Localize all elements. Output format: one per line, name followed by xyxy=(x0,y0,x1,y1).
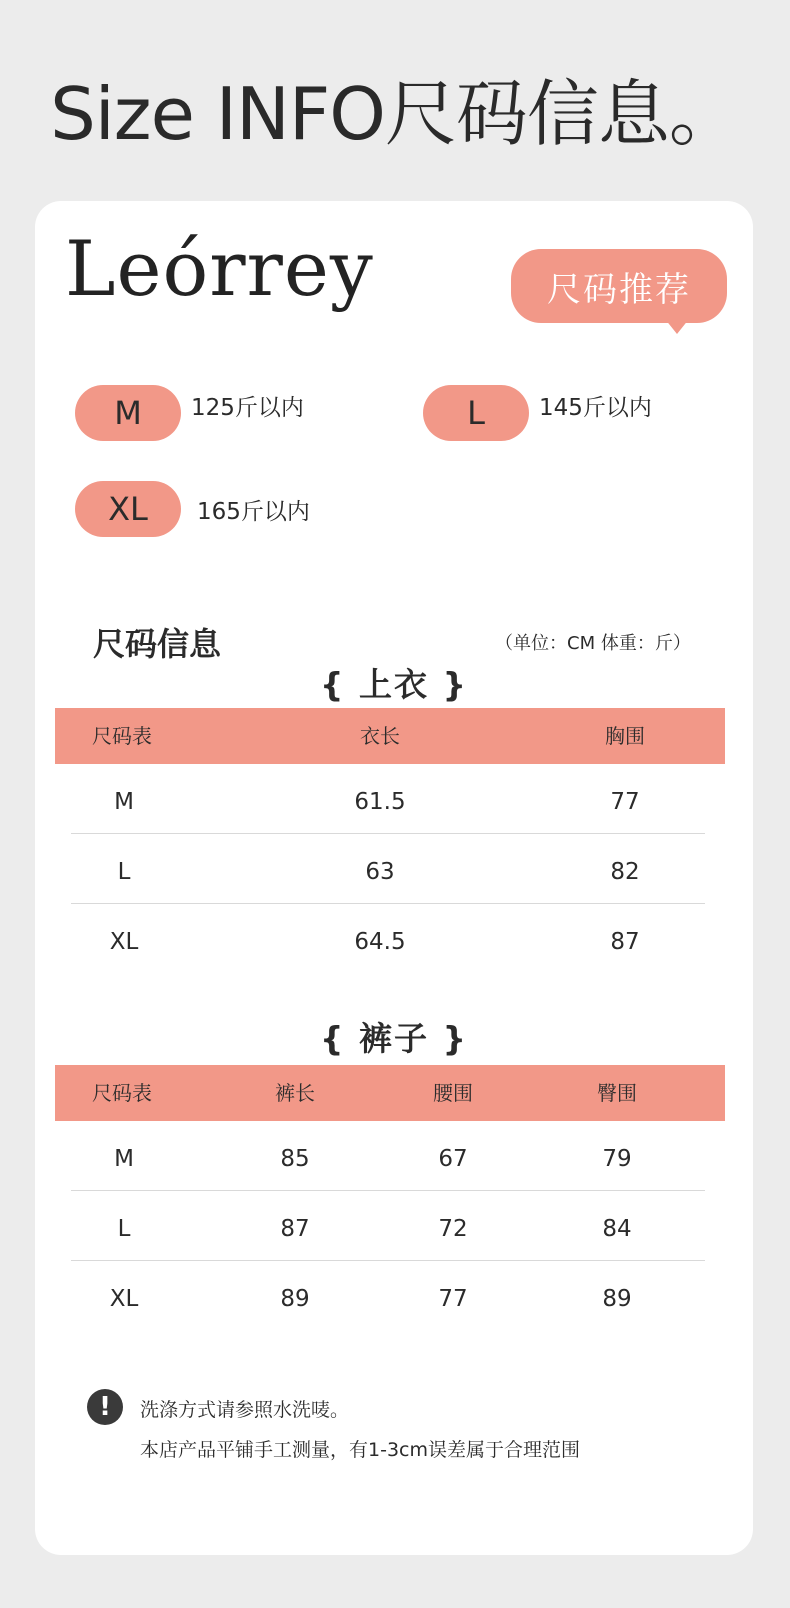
table-cell: 85 xyxy=(280,1146,310,1172)
header-cell: 裤长 xyxy=(275,1081,315,1105)
table-cell: 72 xyxy=(438,1216,468,1242)
size-pill-l: L xyxy=(423,385,529,441)
table-row xyxy=(55,904,725,974)
section-heading: 尺码信息 xyxy=(93,625,222,663)
table-cell: M xyxy=(114,1146,134,1172)
care-note-line-2: 本店产品平铺手工测量，有1-3cm误差属于合理范围 xyxy=(140,1439,580,1461)
header-cell: 胸围 xyxy=(605,724,645,748)
table-row xyxy=(55,764,725,834)
table-cell: 61.5 xyxy=(354,789,406,815)
table-cell: L xyxy=(117,1216,131,1242)
top-table-title: { 上衣 } xyxy=(320,665,468,704)
size-recommendation-bubble: 尺码推荐 xyxy=(511,249,727,323)
size-note-xl: 165斤以内 xyxy=(197,499,310,525)
table-cell: XL xyxy=(109,1286,139,1312)
care-note-line-1: 洗涤方式请参照水洗唛。 xyxy=(140,1399,350,1421)
table-header xyxy=(55,1065,725,1121)
table-cell: XL xyxy=(109,929,139,955)
table-cell: 89 xyxy=(280,1286,310,1312)
table-cell: 64.5 xyxy=(354,929,406,955)
table-cell: M xyxy=(114,789,134,815)
brand-logo: Leórrey xyxy=(65,224,374,313)
table-row xyxy=(55,834,725,904)
pants-size-table xyxy=(55,1065,725,1331)
unit-note: （单位：CM 体重：斤） xyxy=(495,633,691,654)
table-row xyxy=(55,1261,725,1331)
size-pill-xl: XL xyxy=(75,481,181,537)
table-cell: L xyxy=(117,859,131,885)
table-cell: 79 xyxy=(602,1146,632,1172)
bubble-tail xyxy=(665,319,689,334)
table-cell: 63 xyxy=(365,859,395,885)
header-cell: 腰围 xyxy=(433,1081,473,1105)
header-cell: 衣长 xyxy=(360,724,400,748)
header-cell: 尺码表 xyxy=(92,1081,152,1105)
header-cell: 尺码表 xyxy=(92,724,152,748)
size-note-l: 145斤以内 xyxy=(539,395,652,421)
header-cell: 臀围 xyxy=(597,1081,637,1105)
size-info-card xyxy=(35,201,753,1555)
table-cell: 77 xyxy=(438,1286,468,1312)
top-size-table xyxy=(55,708,725,974)
exclamation-icon: ! xyxy=(87,1389,123,1425)
table-cell: 87 xyxy=(610,929,640,955)
pants-table-title: { 裤子 } xyxy=(320,1019,468,1058)
table-row xyxy=(55,1191,725,1261)
table-cell: 67 xyxy=(438,1146,468,1172)
table-cell: 87 xyxy=(280,1216,310,1242)
table-cell: 84 xyxy=(602,1216,632,1242)
table-row xyxy=(55,1121,725,1191)
table-cell: 89 xyxy=(602,1286,632,1312)
size-note-m: 125斤以内 xyxy=(191,395,304,421)
table-cell: 82 xyxy=(610,859,640,885)
table-cell: 77 xyxy=(610,789,640,815)
page-title: Size INFO尺码信息。 xyxy=(50,72,740,156)
size-pill-m: M xyxy=(75,385,181,441)
table-header xyxy=(55,708,725,764)
